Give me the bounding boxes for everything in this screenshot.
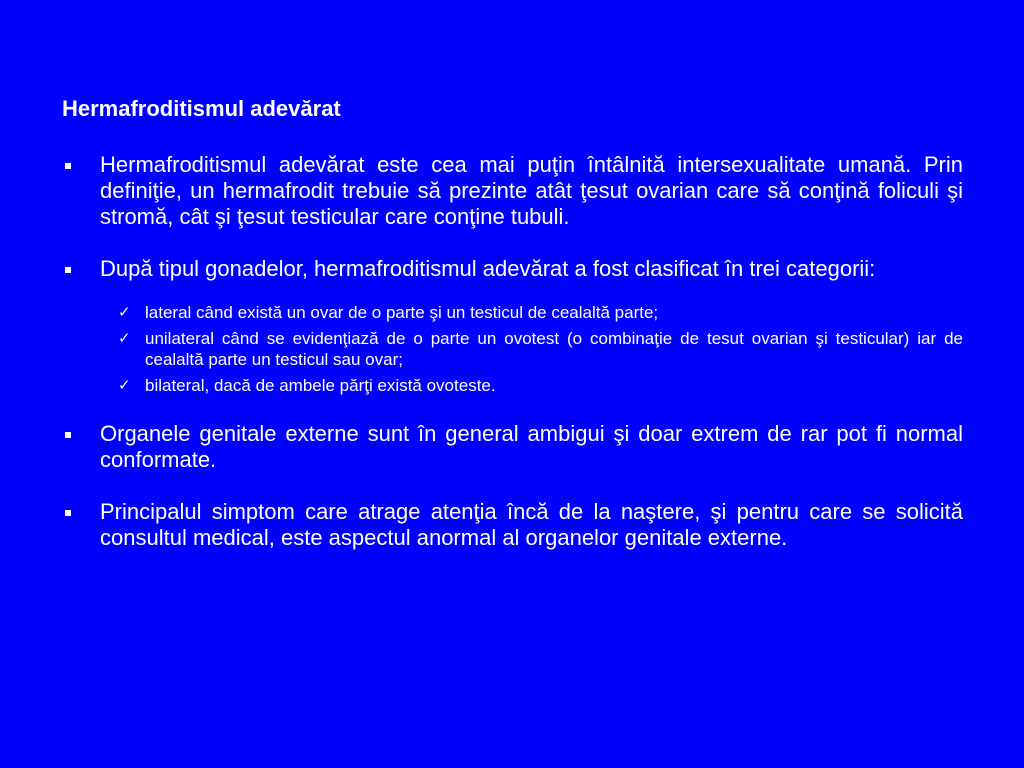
slide-content [62, 95, 963, 577]
slide-title: Hermafroditismul adevărat [62, 96, 341, 121]
bullet-item [62, 256, 963, 282]
checkmark-icon: ✓ [118, 376, 131, 394]
square-bullet-icon [65, 510, 71, 516]
checkmark-icon: ✓ [118, 329, 131, 347]
bullet-item [62, 421, 963, 473]
sub-item [62, 375, 963, 396]
sub-text: unilateral când se evidenţiază de o parte un ovotest (o combinaţie de tesut ovarian şi testicular) iar de cealaltă parte un testicul sau ovar; [145, 329, 963, 369]
bullet-item [62, 499, 963, 551]
bullet-text: Hermafroditismul adevărat este cea mai puţin întâlnită intersexualitate umană. Prin definiţie, un hermafrodit trebuie să prezinte atât ţesut ovarian care să conţină foliculi şi stromă, cât şi ţesut testicular care conţine tubuli. [100, 152, 963, 229]
sub-item [62, 328, 963, 370]
square-bullet-icon [65, 432, 71, 438]
bullet-list [62, 152, 963, 282]
bullet-list [62, 421, 963, 551]
bullet-text: După tipul gonadelor, hermafroditismul adevărat a fost clasificat în trei categorii: [100, 256, 876, 281]
sub-text: bilateral, dacă de ambele părţi există ovoteste. [145, 376, 496, 395]
sub-list [62, 302, 963, 396]
sub-text: lateral când există un ovar de o parte şi un testicul de cealaltă parte; [145, 303, 659, 322]
square-bullet-icon [65, 267, 71, 273]
bullet-text: Organele genitale externe sunt în general ambigui şi doar extrem de rar pot fi normal conformate. [100, 421, 963, 472]
square-bullet-icon [65, 163, 71, 169]
bullet-text: Principalul simptom care atrage atenţia încă de la naştere, şi pentru care se solicită consultul medical, este aspectul anormal al organelor genitale externe. [100, 499, 963, 550]
checkmark-icon: ✓ [118, 303, 131, 321]
bullet-item [62, 152, 963, 230]
sub-item [62, 302, 963, 323]
